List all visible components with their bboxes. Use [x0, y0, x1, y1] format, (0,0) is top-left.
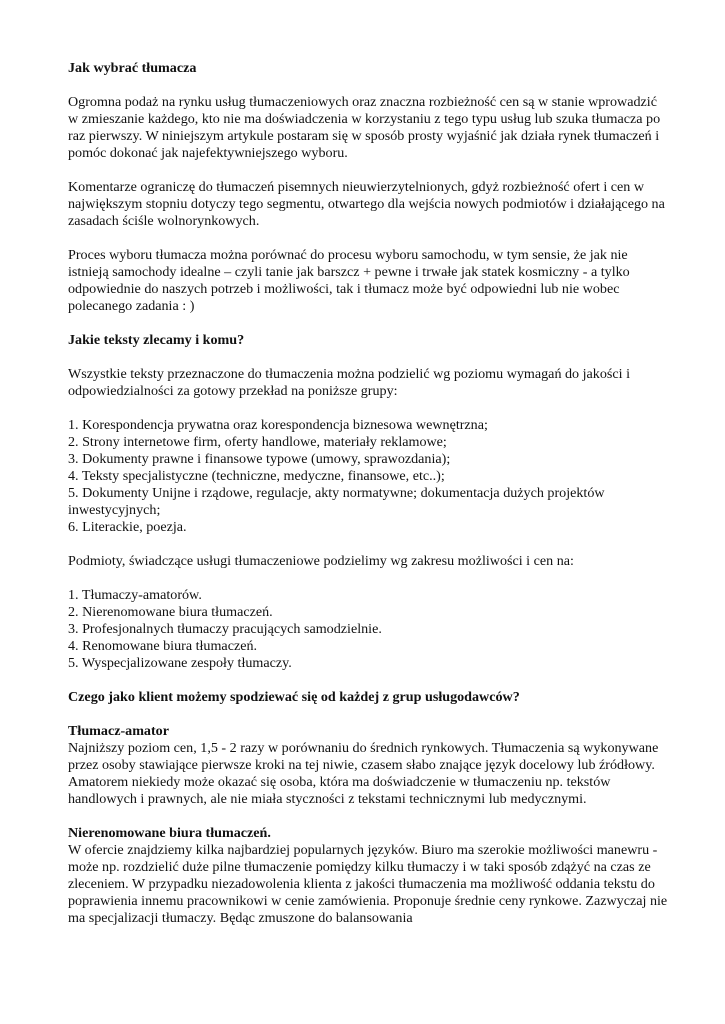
document-page [68, 60, 668, 944]
intro-paragraph-3: Proces wyboru tłumacza można porównać do procesu wyboru samochodu, w tym sensie, że jak nie istnieją samochody idealne – czyli tanie jak barszcz + pewne i trwałe jak statek kosmiczny - a tylko odpowiednie do naszych potrzeb i możliwości, tak i tłumacz może być odpowiedni lub nie wobec polecanego zadania : ) [68, 247, 630, 314]
list-item: 1. Tłumaczy-amatorów. [68, 587, 202, 603]
list-item: 5. Wyspecjalizowane zespoły tłumaczy. [68, 655, 292, 671]
document-title: Jak wybrać tłumacza [68, 60, 197, 76]
list-item: 4. Teksty specjalistyczne (techniczne, medyczne, finansowe, etc..); [68, 468, 445, 484]
list-item: 2. Nierenomowane biura tłumaczeń. [68, 604, 273, 620]
intro-paragraph-2: Komentarze ograniczę do tłumaczeń pisemnych nieuwierzytelnionych, gdyż rozbieżność ofert i cen w największym stopniu dotyczy tego segmentu, otwartego dla wejścia nowych podmiotów i działającego na zasadach ściśle wolnorynkowych. [68, 179, 665, 229]
section-amateur [68, 723, 668, 808]
heading-expect: Czego jako klient możemy spodziewać się od każdej z grup usługodawców? [68, 689, 520, 705]
list-item: 4. Renomowane biura tłumaczeń. [68, 638, 258, 654]
providers-intro: Podmioty, świadczące usługi tłumaczeniowe podzielimy wg zakresu możliwości i cen na: [68, 553, 574, 569]
text-groups-list [68, 417, 668, 536]
list-item: 1. Korespondencja prywatna oraz korespondencja biznesowa wewnętrzna; [68, 417, 488, 433]
texts-intro: Wszystkie teksty przeznaczone do tłumaczenia można podzielić wg poziomu wymagań do jakości i odpowiedzialności za gotowy przekład na poniższe grupy: [68, 366, 630, 399]
list-item: 6. Literackie, poezja. [68, 519, 187, 535]
section-title: Nierenomowane biura tłumaczeń. [68, 825, 271, 841]
section-unrenowned-agencies [68, 825, 668, 927]
heading-texts: Jakie teksty zlecamy i komu? [68, 332, 245, 348]
section-title: Tłumacz-amator [68, 723, 169, 739]
list-item: 2. Strony internetowe firm, oferty handlowe, materiały reklamowe; [68, 434, 447, 450]
section-body: W ofercie znajdziemy kilka najbardziej popularnych języków. Biuro ma szerokie możliwości manewru - może np. rozdzielić duże pilne tłumaczenie pomiędzy kilku tłumaczy i w taki sposób zdążyć na czas ze zleceniem. W przypadku niezadowolenia klienta z jakości tłumaczenia ma możliwość oddania tekstu do poprawienia innemu pracownikowi w cenie zamówienia. Proponuje średnie ceny rynkowe. Zazwyczaj nie ma specjalizacji tłumaczy. Będąc zmuszone do balansowania [68, 842, 668, 926]
intro-paragraph-1: Ogromna podaż na rynku usług tłumaczeniowych oraz znaczna rozbieżność cen są w stanie wprowadzić w zmieszanie każdego, kto nie ma doświadczenia w korzystaniu z tego typu usług lub szuka tłumacza po raz pierwszy. W niniejszym artykule postaram się w sposób prosty wyjaśnić jak działa rynek tłumaczeń i pomóc dokonać jak najefektywniejszego wyboru. [68, 94, 661, 161]
list-item: 5. Dokumenty Unijne i rządowe, regulacje, akty normatywne; dokumentacja dużych projektów inwestycyjnych; [68, 485, 605, 518]
list-item: 3. Profesjonalnych tłumaczy pracujących samodzielnie. [68, 621, 382, 637]
section-body: Najniższy poziom cen, 1,5 - 2 razy w porównaniu do średnich rynkowych. Tłumaczenia są wykonywane przez osoby stawiające pierwsze kroki na tej niwie, czasem słabo znające język docelowy lub źródłowy. Amatorem niekiedy może okazać się osoba, która ma doświadczenie w tłumaczeniu np. tekstów handlowych i prawnych, ale nie miała styczności z tekstami technicznymi lub medycznymi. [68, 740, 659, 807]
provider-groups-list [68, 587, 668, 672]
list-item: 3. Dokumenty prawne i finansowe typowe (umowy, sprawozdania); [68, 451, 451, 467]
